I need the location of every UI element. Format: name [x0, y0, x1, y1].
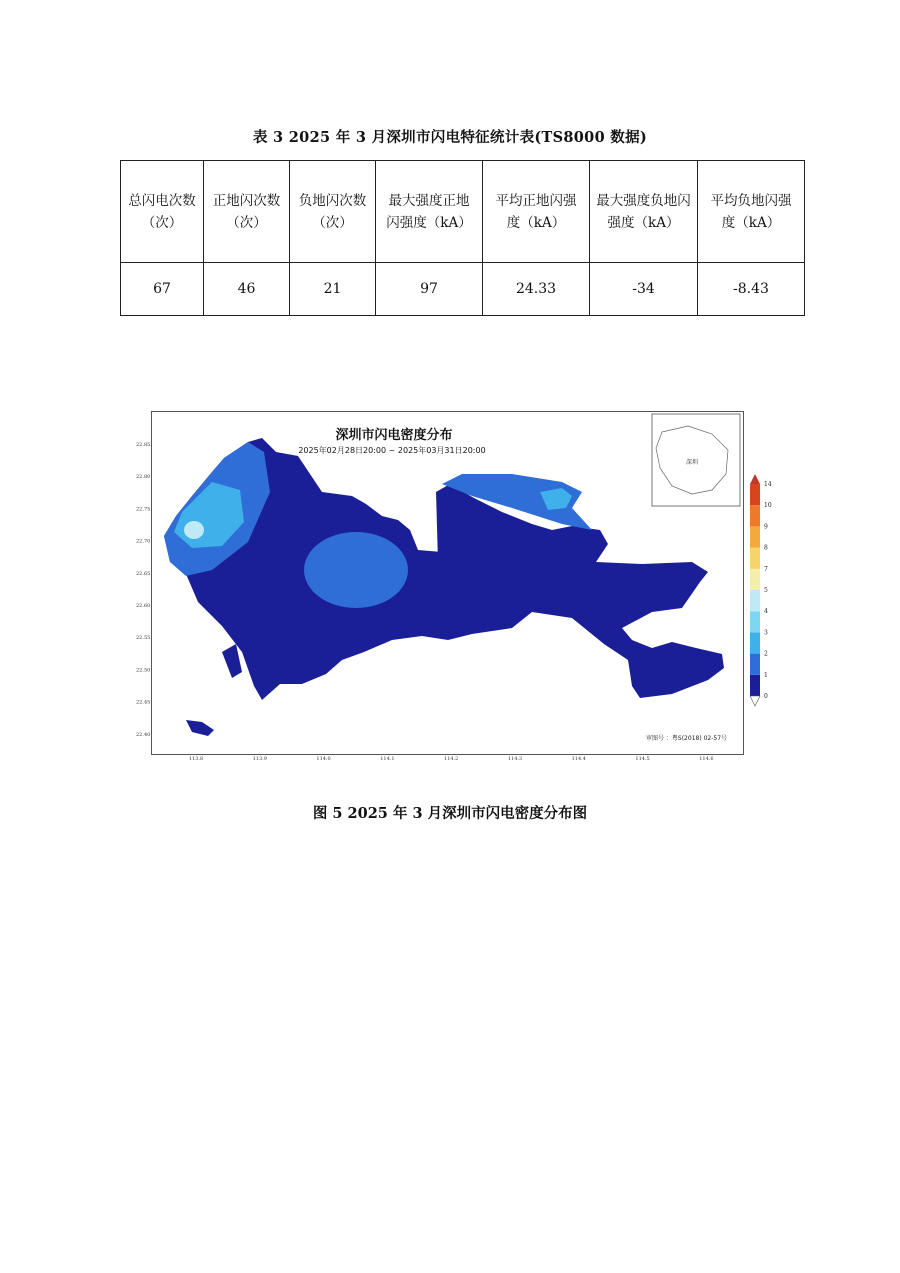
- lon-tick-label: 114.3: [507, 756, 523, 762]
- header-max-negative: 最大强度负地闪强度（kA）: [590, 161, 698, 263]
- colorbar-segment: [750, 505, 760, 526]
- colorbar-segment: [750, 569, 760, 590]
- colorbar-segment: [750, 548, 760, 569]
- lat-tick-label: 22.45: [136, 699, 151, 706]
- lat-tick-label: 22.70: [136, 538, 151, 545]
- colorbar-label: 9: [764, 523, 768, 531]
- colorbar-label: 0: [764, 693, 768, 700]
- header-avg-negative: 平均负地闪强度（kA）: [698, 161, 805, 263]
- lon-tick-label: 114.5: [635, 756, 650, 762]
- lightning-stats-table: [120, 160, 805, 316]
- colorbar-segment: [750, 632, 760, 653]
- lat-tick-label: 22.40: [136, 731, 151, 738]
- colorbar-segment: [750, 526, 760, 547]
- lat-tick-label: 22.75: [136, 506, 151, 513]
- table-cell: 24.33: [483, 263, 590, 316]
- lon-tick-label: 114.1: [380, 756, 395, 762]
- lat-tick-label: 22.65: [136, 570, 151, 577]
- map-subtitle: 2025年02月28日20:00 ~ 2025年03月31日20:00: [298, 446, 486, 455]
- lightning-density-map: [136, 411, 772, 762]
- table-row: [121, 263, 805, 316]
- colorbar-min-arrow: [750, 696, 760, 706]
- header-avg-positive: 平均正地闪强度（kA）: [483, 161, 590, 263]
- lat-tick-label: 22.85: [136, 442, 151, 448]
- colorbar-label: 14: [764, 481, 772, 488]
- map-canvas: [136, 412, 772, 762]
- colorbar-label: 8: [764, 544, 768, 552]
- inset-overview-map: [652, 414, 740, 506]
- table-cell: 46: [204, 263, 290, 316]
- colorbar-max-arrow: [750, 474, 760, 484]
- lon-tick-label: 114.0: [316, 756, 331, 762]
- lon-tick-label: 114.2: [444, 756, 459, 762]
- colorbar-segment: [750, 654, 760, 675]
- lon-tick-label: 113.8: [188, 756, 204, 762]
- lat-tick-label: 22.60: [136, 603, 151, 609]
- colorbar-segment: [750, 484, 760, 505]
- lon-tick-label: 114.6: [699, 756, 714, 762]
- lat-tick-label: 22.50: [136, 667, 151, 674]
- colorbar-label: 2: [764, 650, 768, 658]
- table-cell: -8.43: [698, 263, 805, 316]
- table-cell: -34: [590, 263, 698, 316]
- header-total-flashes: 总闪电次数（次）: [121, 161, 204, 263]
- table-cell: 67: [121, 263, 204, 316]
- header-positive-cg: 正地闪次数（次）: [204, 161, 290, 263]
- header-negative-cg: 负地闪次数（次）: [290, 161, 376, 263]
- colorbar-segment: [750, 611, 760, 632]
- colorbar-segment: [750, 590, 760, 611]
- figure-caption: 图 5 2025 年 3 月深圳市闪电密度分布图: [312, 805, 588, 822]
- lat-tick-label: 22.80: [136, 474, 151, 481]
- colorbar-label: 1: [764, 671, 768, 679]
- map-title: 深圳市闪电密度分布: [335, 428, 453, 443]
- colorbar-label: 10: [764, 502, 772, 510]
- colorbar-label: 3: [764, 629, 768, 637]
- header-max-positive: 最大强度正地闪强度（kA）: [376, 161, 483, 263]
- colorbar-segment: [750, 675, 760, 696]
- colorbar-label: 4: [764, 608, 768, 616]
- table-header-row: [121, 161, 805, 263]
- table-cell: 97: [376, 263, 483, 316]
- colorbar-label: 7: [764, 565, 768, 573]
- colorbar: [750, 474, 772, 706]
- lon-tick-label: 114.4: [571, 756, 586, 762]
- lat-tick-label: 22.55: [136, 635, 151, 642]
- table-caption: 表 3 2025 年 3 月深圳市闪电特征统计表(TS8000 数据): [252, 129, 648, 146]
- approval-number: 审图号 ：粤S(2018) 02-57号: [646, 735, 728, 742]
- table-cell: 21: [290, 263, 376, 316]
- lon-tick-label: 113.9: [252, 756, 267, 762]
- inset-label: 深圳: [685, 459, 699, 466]
- colorbar-label: 5: [764, 587, 768, 594]
